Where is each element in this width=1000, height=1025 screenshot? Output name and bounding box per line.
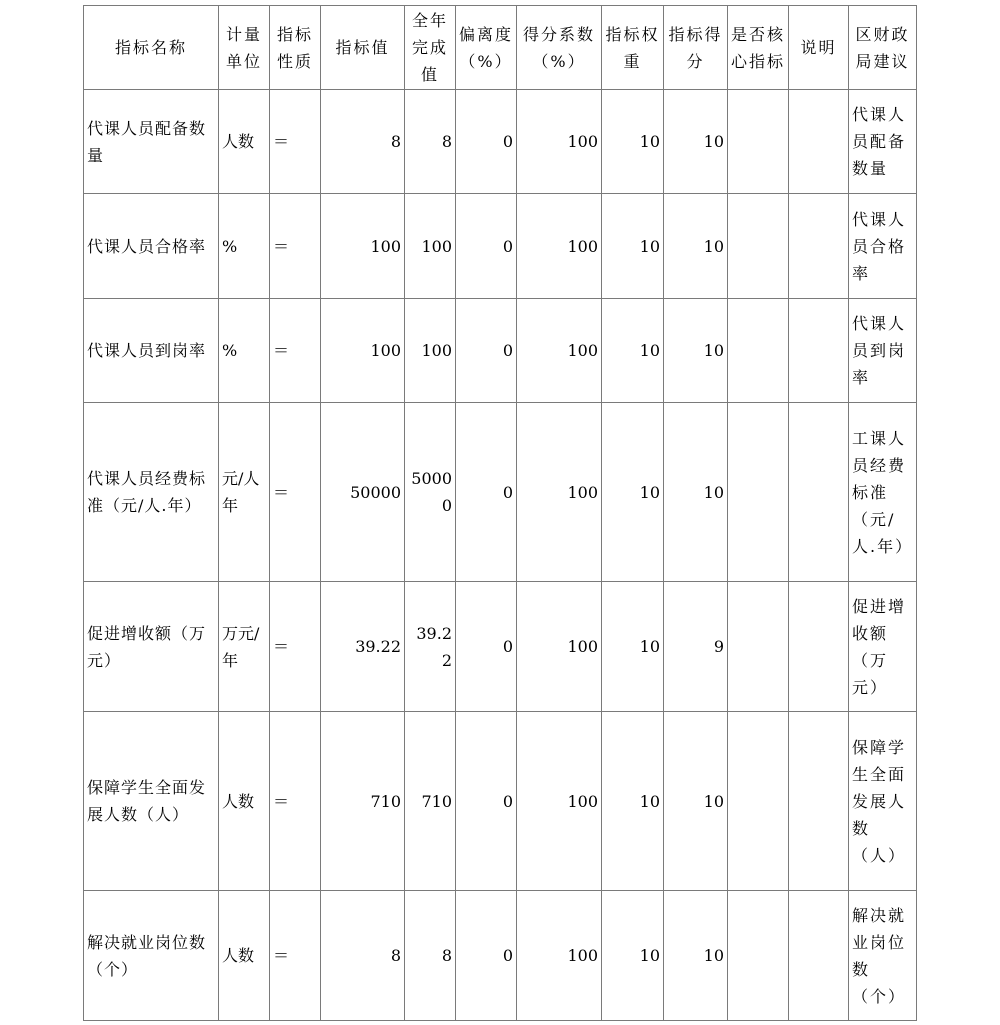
coefficient-cell: 100	[517, 891, 602, 1021]
suggestion-cell: 代课人员到岗率	[849, 299, 917, 403]
unit-cell: 万元/年	[219, 582, 270, 712]
nature-cell: ＝	[270, 299, 321, 403]
deviation-cell: 0	[456, 582, 517, 712]
completed-cell: 50000	[405, 403, 456, 582]
performance-indicator-table	[83, 5, 917, 1021]
target-cell: 50000	[321, 403, 405, 582]
coefficient-cell: 100	[517, 712, 602, 891]
target-cell: 100	[321, 194, 405, 299]
core-cell	[728, 712, 789, 891]
target-cell: 8	[321, 891, 405, 1021]
core-cell	[728, 299, 789, 403]
unit-cell: 人数	[219, 712, 270, 891]
note-cell	[789, 891, 849, 1021]
note-cell	[789, 403, 849, 582]
score-cell: 10	[664, 891, 728, 1021]
weight-cell: 10	[602, 194, 664, 299]
deviation-cell: 0	[456, 194, 517, 299]
completed-cell: 8	[405, 90, 456, 194]
note-cell	[789, 712, 849, 891]
unit-cell: %	[219, 194, 270, 299]
header-deviation: 偏离度（%）	[456, 6, 517, 90]
completed-cell: 39.22	[405, 582, 456, 712]
indicator-name: 代课人员到岗率	[84, 299, 219, 403]
coefficient-cell: 100	[517, 90, 602, 194]
completed-cell: 710	[405, 712, 456, 891]
table-row	[84, 403, 917, 582]
coefficient-cell: 100	[517, 403, 602, 582]
core-cell	[728, 90, 789, 194]
table-row	[84, 582, 917, 712]
unit-cell: 人数	[219, 891, 270, 1021]
coefficient-cell: 100	[517, 299, 602, 403]
target-cell: 8	[321, 90, 405, 194]
header-core: 是否核心指标	[728, 6, 789, 90]
score-cell: 10	[664, 403, 728, 582]
weight-cell: 10	[602, 582, 664, 712]
score-cell: 10	[664, 194, 728, 299]
indicator-name: 代课人员配备数量	[84, 90, 219, 194]
header-nature: 指标性质	[270, 6, 321, 90]
note-cell	[789, 299, 849, 403]
unit-cell: 元/人年	[219, 403, 270, 582]
target-cell: 100	[321, 299, 405, 403]
header-weight: 指标权重	[602, 6, 664, 90]
target-cell: 710	[321, 712, 405, 891]
completed-cell: 100	[405, 194, 456, 299]
header-note: 说明	[789, 6, 849, 90]
header-target: 指标值	[321, 6, 405, 90]
header-name: 指标名称	[84, 6, 219, 90]
weight-cell: 10	[602, 891, 664, 1021]
note-cell	[789, 582, 849, 712]
coefficient-cell: 100	[517, 194, 602, 299]
header-unit: 计量单位	[219, 6, 270, 90]
header-score: 指标得分	[664, 6, 728, 90]
nature-cell: ＝	[270, 712, 321, 891]
indicator-name: 解决就业岗位数（个）	[84, 891, 219, 1021]
score-cell: 9	[664, 582, 728, 712]
deviation-cell: 0	[456, 403, 517, 582]
core-cell	[728, 403, 789, 582]
completed-cell: 8	[405, 891, 456, 1021]
table-row	[84, 891, 917, 1021]
suggestion-cell: 代课人员合格率	[849, 194, 917, 299]
weight-cell: 10	[602, 403, 664, 582]
nature-cell: ＝	[270, 582, 321, 712]
completed-cell: 100	[405, 299, 456, 403]
nature-cell: ＝	[270, 194, 321, 299]
score-cell: 10	[664, 90, 728, 194]
weight-cell: 10	[602, 712, 664, 891]
indicator-name: 代课人员合格率	[84, 194, 219, 299]
suggestion-cell: 解决就业岗位数（个）	[849, 891, 917, 1021]
deviation-cell: 0	[456, 891, 517, 1021]
weight-cell: 10	[602, 299, 664, 403]
table-row	[84, 194, 917, 299]
table-row	[84, 299, 917, 403]
deviation-cell: 0	[456, 90, 517, 194]
header-coefficient: 得分系数（%）	[517, 6, 602, 90]
core-cell	[728, 194, 789, 299]
score-cell: 10	[664, 299, 728, 403]
weight-cell: 10	[602, 90, 664, 194]
nature-cell: ＝	[270, 90, 321, 194]
deviation-cell: 0	[456, 712, 517, 891]
indicator-name: 保障学生全面发展人数（人）	[84, 712, 219, 891]
table-row	[84, 90, 917, 194]
note-cell	[789, 194, 849, 299]
suggestion-cell: 促进增收额（万元）	[849, 582, 917, 712]
nature-cell: ＝	[270, 891, 321, 1021]
suggestion-cell: 保障学生全面发展人数（人）	[849, 712, 917, 891]
table-row	[84, 712, 917, 891]
suggestion-cell: 代课人员配备数量	[849, 90, 917, 194]
target-cell: 39.22	[321, 582, 405, 712]
note-cell	[789, 90, 849, 194]
deviation-cell: 0	[456, 299, 517, 403]
score-cell: 10	[664, 712, 728, 891]
coefficient-cell: 100	[517, 582, 602, 712]
unit-cell: %	[219, 299, 270, 403]
header-suggestion: 区财政局建议	[849, 6, 917, 90]
indicator-name: 代课人员经费标准（元/人.年）	[84, 403, 219, 582]
suggestion-cell: 工课人员经费标准（元/人.年）	[849, 403, 917, 582]
header-completed: 全年完成值	[405, 6, 456, 90]
header-row	[84, 6, 917, 90]
unit-cell: 人数	[219, 90, 270, 194]
indicator-name: 促进增收额（万元）	[84, 582, 219, 712]
core-cell	[728, 582, 789, 712]
core-cell	[728, 891, 789, 1021]
nature-cell: ＝	[270, 403, 321, 582]
